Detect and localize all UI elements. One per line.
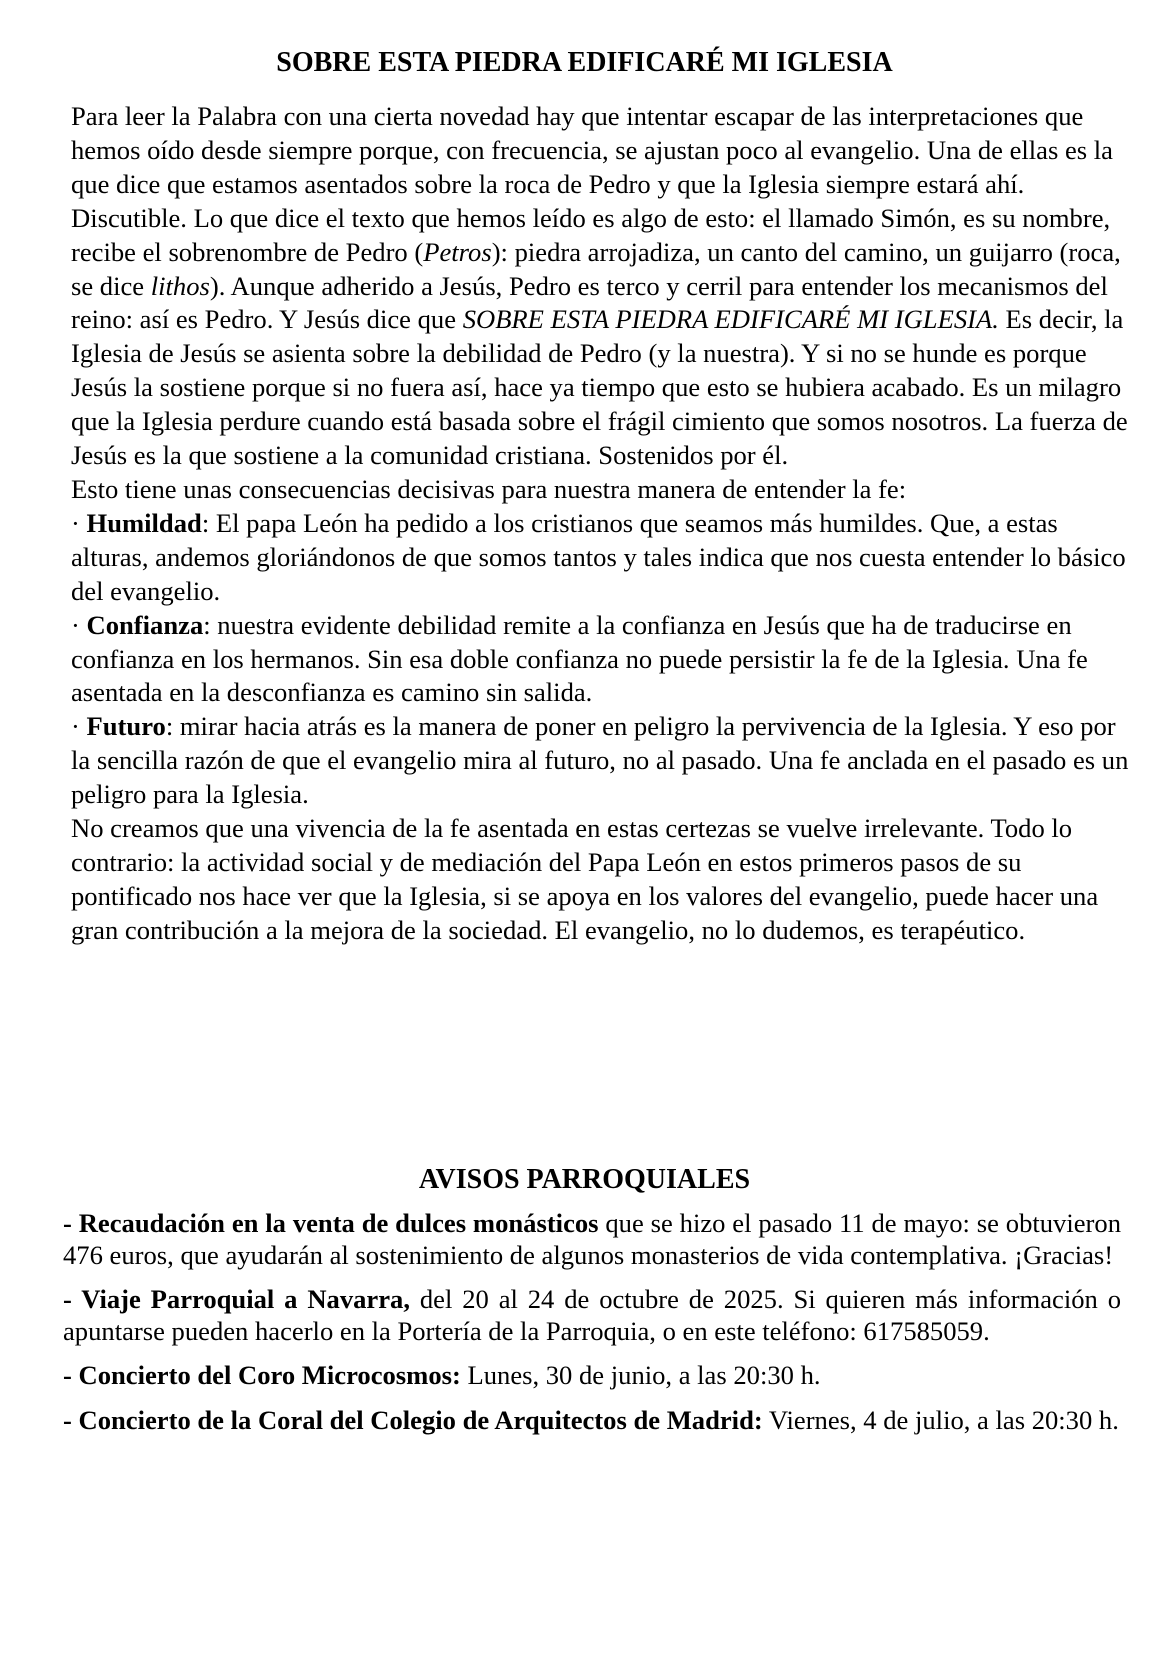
notice-text: del 20 al 24 de octubre de 2025. Si quieren más información o apuntarse pueden hacerlo en la Portería de la Parroquia, o en este teléfono: 617585059. <box>63 1284 1121 1346</box>
intro-text-c: ): piedra arrojadiza, un canto del camino, un guijarro (roca, se dice <box>71 236 1121 301</box>
notice-item-dulces <box>63 1208 1121 1271</box>
notice-heading: - Concierto del Coro Microcosmos: <box>63 1360 461 1390</box>
point-term: Futuro <box>86 711 166 742</box>
point-futuro <box>71 710 1131 812</box>
intro-italic-quote: SOBRE ESTA PIEDRA EDIFICARÉ MI IGLESIA. <box>462 304 999 335</box>
point-confianza <box>71 609 1131 711</box>
notice-item-coral <box>63 1405 1121 1437</box>
point-term: Humildad <box>86 507 202 538</box>
point-text: : mirar hacia atrás es la manera de poner en peligro la pervivencia de la Iglesia. Y eso por la sencilla razón de que el evangelio mira al futuro, no al pasado. Una fe anclada en el pasado es un peligro para la Iglesia. <box>71 711 1129 810</box>
notice-heading: - Recaudación en la venta de dulces monásticos <box>63 1208 599 1238</box>
point-bullet: · <box>71 507 87 538</box>
article-body <box>71 100 1131 948</box>
notices-title: AVISOS PARROQUIALES <box>418 1164 751 1195</box>
notice-text: que se hizo el pasado 11 de mayo: se obtuvieron 476 euros, que ayudarán al sostenimiento de algunos monasterios de vida contemplativa. ¡Gracias! <box>63 1208 1121 1270</box>
notice-text: Viernes, 4 de julio, a las 20:30 h. <box>762 1404 1119 1435</box>
point-text: : El papa León ha pedido a los cristianos que seamos más humildes. Que, a estas alturas, andemos gloriándonos de que somos tantos y tales indica que nos cuesta entender lo básico del evangelio. <box>71 507 1126 606</box>
intro-italic-petros: Petros <box>423 236 492 267</box>
notice-heading: - Viaje Parroquial a Navarra, <box>63 1284 410 1314</box>
notices-list <box>63 1208 1121 1449</box>
point-term: Confianza <box>86 609 204 640</box>
point-bullet: · <box>71 711 87 742</box>
intro-text-e: ). Aunque adherido a Jesús, Pedro es terco y cerril para entender los mecanismos del reino: así es Pedro. Y Jesús dice que <box>71 270 1108 335</box>
article-title: SOBRE ESTA PIEDRA EDIFICARÉ MI IGLESIA <box>276 47 893 78</box>
notice-item-viaje <box>63 1284 1121 1347</box>
intro-text-a: Para leer la Palabra con una cierta novedad hay que intentar escapar de las interpretaciones que hemos oído desde siempre porque, con frecuencia, se ajustan poco al evangelio. Una de ellas es la que dice que estamos asentados sobre la roca de Pedro y que la Iglesia siempre estará ahí. Discutible. Lo que dice el texto que hemos leído es algo de esto: el llamado Simón, es su nombre, recibe el sobrenombre de Pedro ( <box>71 101 1113 267</box>
notice-heading: - Concierto de la Coral del Colegio de Arquitectos de Madrid: <box>63 1404 763 1435</box>
point-text: : nuestra evidente debilidad remite a la confianza en Jesús que ha de traducirse en confianza en los hermanos. Sin esa doble confianza no puede persistir la fe de la Iglesia. Una fe asentada en la desconfianza es camino sin salida. <box>71 609 1088 708</box>
intro-text-g: Es decir, la Iglesia de Jesús se asienta sobre la debilidad de Pedro (y la nuestra). Y si no se hunde es porque Jesús la sostiene porque si no fuera así, hace ya tiempo que esto se hubiera acabado. Es un milagro que la Iglesia perdure cuando está basada sobre el frágil cimiento que somos nosotros. La fuerza de Jesús es la que sostiene a la comunidad cristiana. Sostenidos por él. <box>71 304 1128 471</box>
point-bullet: · <box>71 609 87 640</box>
article-paragraph-intro <box>71 100 1131 473</box>
notice-text: Lunes, 30 de junio, a las 20:30 h. <box>460 1360 821 1390</box>
notice-item-microcosmos <box>63 1360 1121 1392</box>
article-paragraph-consequences: Esto tiene unas consecuencias decisivas para nuestra manera de entender la fe: <box>71 473 907 504</box>
article-paragraph-conclusion: No creamos que una vivencia de la fe asentada en estas certezas se vuelve irrelevante. Todo lo contrario: la actividad social y de mediación del Papa León en estos primeros pasos de su pontificado nos hace ver que la Iglesia, si se apoya en los valores del evangelio, puede hacer una gran contribución a la mejora de la sociedad. El evangelio, no lo dudemos, es terapéutico. <box>71 813 1099 945</box>
intro-italic-lithos: lithos <box>150 270 210 301</box>
point-humildad <box>71 507 1131 609</box>
